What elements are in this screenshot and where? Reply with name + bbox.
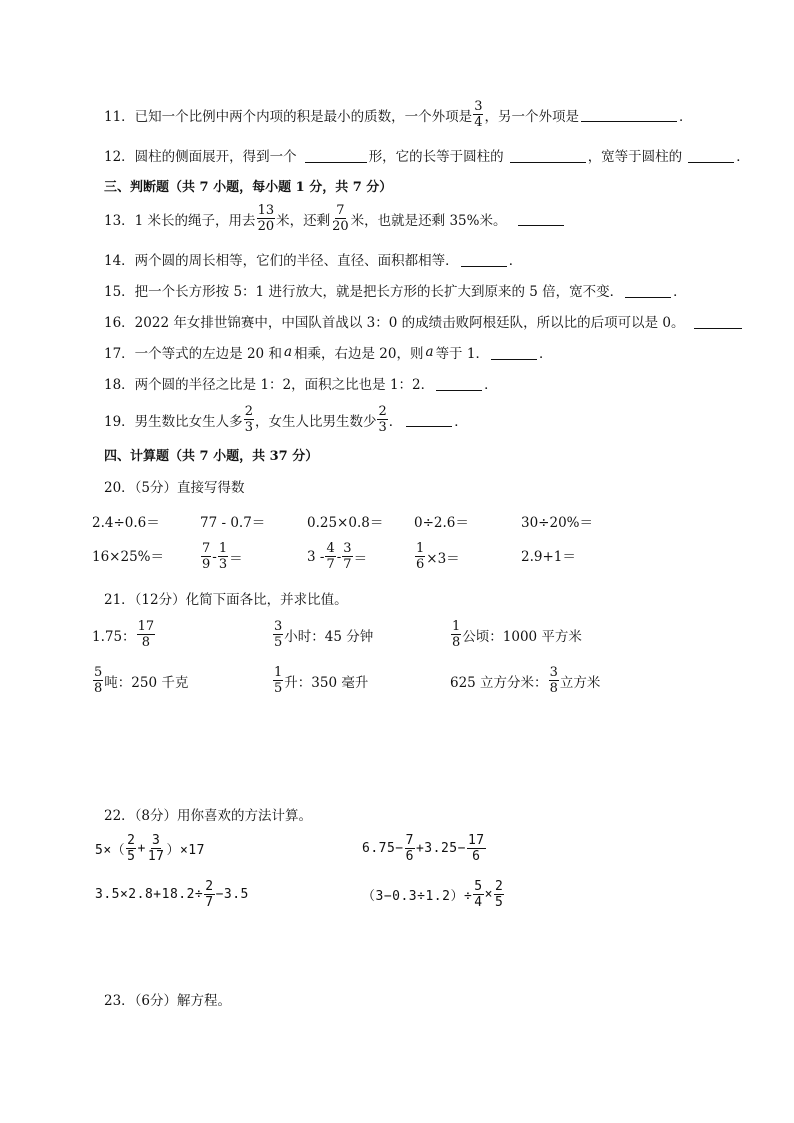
q17-text-3: 等于 1． xyxy=(435,346,489,362)
q18-end: ． xyxy=(484,377,498,393)
calc-item: 2.9+1＝ xyxy=(521,549,576,565)
question-15 xyxy=(104,280,687,300)
question-14 xyxy=(104,249,522,269)
q17-end: ． xyxy=(538,346,553,362)
ratio-item: $\frac{3}{5}$ 小时：45 分钟 xyxy=(274,619,374,650)
q12-end: ． xyxy=(736,149,750,165)
q14-text: 14．两个圆的周长相等，它们的半径、直径、面积都相等． xyxy=(104,253,459,269)
q17-text: 17．一个等式的左边是 20 和 xyxy=(104,346,282,362)
q11-end: ． xyxy=(678,108,693,125)
variable-a: a xyxy=(283,344,293,360)
question-19 xyxy=(104,405,468,434)
q18-text: 18．两个圆的半径之比是 1：2，面积之比也是 1：2． xyxy=(104,377,435,393)
fraction: $\frac{2}{3}$ xyxy=(378,404,387,435)
question-23-title xyxy=(104,989,231,1009)
calc-item: 77 - 0.7＝ xyxy=(200,515,266,531)
question-13 xyxy=(104,204,566,233)
q19-text-2: ，女生人比男生数少 xyxy=(254,413,377,430)
q15-text: 15．把一个长方形按 5：1 进行放大，就是把长方形的长扩大到原来的 5 倍，宽不变． xyxy=(104,284,624,300)
question-22-title xyxy=(104,804,312,824)
expression-item: 5×（ $\frac{2}{5}$ + $\frac{3}{17}$ ）×17 xyxy=(95,833,205,864)
answer-blank[interactable] xyxy=(461,252,507,267)
section-title: 三、判断题（共 7 小题，每小题 1 分，共 7 分） xyxy=(104,180,393,195)
fraction: $\frac{13}{20}$ xyxy=(257,203,275,234)
fraction: $\frac{3}{4}$ xyxy=(474,99,483,130)
answer-blank[interactable] xyxy=(510,148,586,163)
q12-text-2: 形，它的长等于圆柱的 xyxy=(368,149,504,165)
fraction: $\frac{2}{3}$ xyxy=(244,404,253,435)
q22-title: 22．（8分）用你喜欢的方法计算。 xyxy=(104,808,313,824)
question-18 xyxy=(104,373,498,393)
calc-item: 2.4÷0.6＝ xyxy=(92,515,160,531)
question-17 xyxy=(104,342,552,362)
answer-blank[interactable] xyxy=(305,148,367,163)
ratio-item: $\frac{1}{5}$ 升：350 毫升 xyxy=(274,665,369,696)
answer-blank[interactable] xyxy=(581,107,677,122)
q13-text-2: 米，还剩 xyxy=(276,212,331,229)
q23-title: 23．（6分）解方程。 xyxy=(104,993,232,1009)
question-21-title xyxy=(104,588,348,608)
calc-item: 16×25%＝ xyxy=(92,549,164,565)
calc-item: 0.25×0.8＝ xyxy=(307,515,384,531)
question-20-title xyxy=(104,476,245,496)
question-16 xyxy=(104,311,744,331)
variable-a: a xyxy=(425,344,434,360)
q17-text-2: 相乘，右边是 20，则 xyxy=(294,346,424,362)
expression-item: 3.5×2.8+18.2÷ $\frac{2}{7}$ −3.5 xyxy=(95,879,249,910)
q19-text: 19．男生数比女生人多 xyxy=(104,413,243,430)
section-3-heading xyxy=(104,176,392,195)
q15-end: ． xyxy=(673,284,687,300)
fraction: $\frac{7}{20}$ xyxy=(332,203,349,234)
calc-item: 30÷20%＝ xyxy=(521,515,593,531)
q19-text-3: ． xyxy=(388,413,403,430)
ratio-item: 625 立方分米： $\frac{3}{8}$ 立方米 xyxy=(450,665,601,696)
q20-title: 20．（5分）直接写得数 xyxy=(104,480,245,496)
answer-blank[interactable] xyxy=(406,412,452,427)
q16-text: 16．2022 年女排世锦赛中，中国队首战以 3：0 的成绩击败阿根廷队，所以比的后项可以是 0。 xyxy=(104,315,685,331)
calc-item: $\frac{1}{6}$ ×3＝ xyxy=(416,541,460,572)
calc-item: 0÷2.6＝ xyxy=(414,515,469,531)
section-title: 四、计算题（共 7 小题，共 37 分） xyxy=(104,449,319,464)
expression-item: 6.75− $\frac{7}{6}$ +3.25− $\frac{17}{6}$ xyxy=(362,833,485,864)
q14-end: ． xyxy=(508,253,523,269)
question-12 xyxy=(104,145,750,165)
answer-blank[interactable] xyxy=(518,211,564,226)
ratio-item: $\frac{5}{8}$ 吨：250 千克 xyxy=(94,665,189,696)
calc-item: 3 - $\frac{4}{7}$ - $\frac{3}{7}$ ＝ xyxy=(307,541,368,572)
q21-title: 21．（12分）化简下面各比，并求比值。 xyxy=(104,592,348,608)
q13-text-3: 米，也就是还剩 35%米。 xyxy=(350,212,507,229)
answer-blank[interactable] xyxy=(694,314,742,329)
q11-text: 11．已知一个比例中两个内项的积是最小的质数，一个外项是 xyxy=(104,108,473,125)
q19-end: ． xyxy=(454,413,468,430)
expression-item: （3−0.3÷1.2）÷ $\frac{5}{4}$ × $\frac{2}{5}$ xyxy=(362,879,504,910)
question-11 xyxy=(104,100,692,129)
answer-blank[interactable] xyxy=(491,345,537,360)
ratio-item: 1.75： $\frac{17}{8}$ xyxy=(92,619,155,650)
ratio-item: $\frac{1}{8}$ 公顷：1000 平方米 xyxy=(452,619,582,650)
q13-text: 13．1 米长的绳子，用去 xyxy=(104,212,256,229)
q12-text: 12．圆柱的侧面展开，得到一个 xyxy=(104,149,297,165)
q12-text-3: ，宽等于圆柱的 xyxy=(587,149,683,165)
answer-blank[interactable] xyxy=(436,376,482,391)
section-4-heading xyxy=(104,445,318,464)
calc-item: $\frac{7}{9}$ - $\frac{1}{3}$ ＝ xyxy=(202,541,243,572)
answer-blank[interactable] xyxy=(688,148,734,163)
answer-blank[interactable] xyxy=(625,283,671,298)
q11-text-2: ，另一个外项是 xyxy=(484,108,579,125)
